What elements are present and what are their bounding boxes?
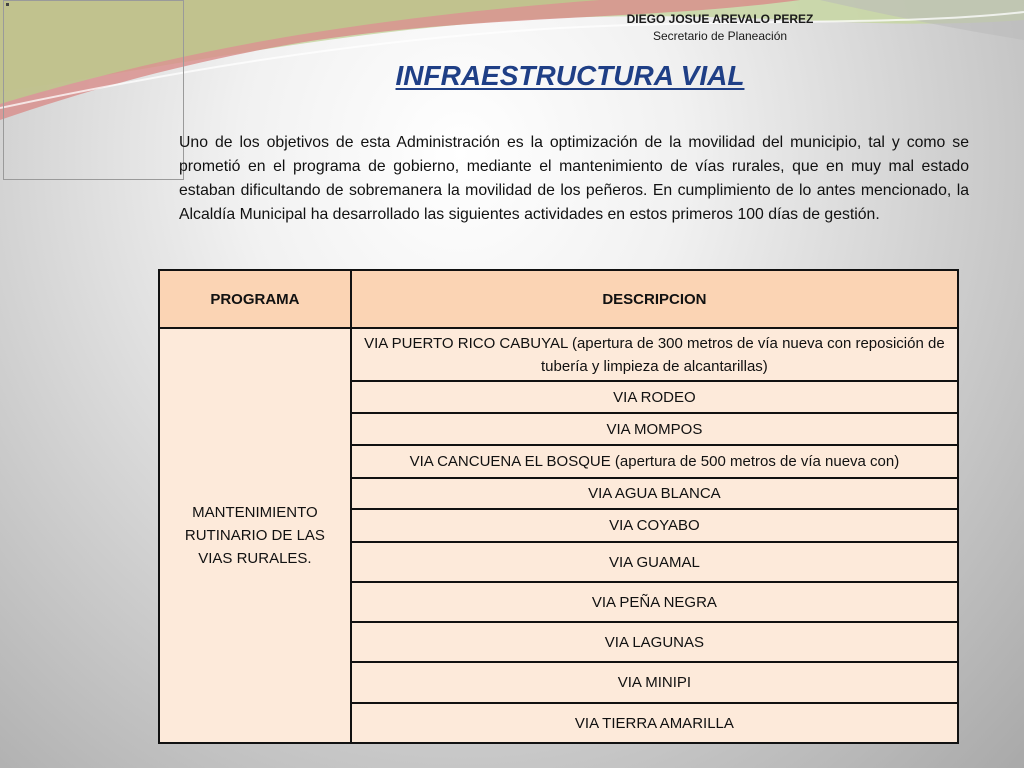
description-cell: VIA COYABO bbox=[351, 509, 958, 542]
description-cell: VIA TIERRA AMARILLA bbox=[351, 703, 958, 743]
table-row bbox=[159, 328, 958, 381]
page-title bbox=[300, 56, 840, 96]
placeholder-dot bbox=[6, 3, 9, 6]
header-descripcion: DESCRIPCION bbox=[351, 270, 958, 328]
author-role: Secretario de Planeación bbox=[652, 29, 788, 43]
description-cell: VIA RODEO bbox=[351, 381, 958, 413]
author-name: DIEGO JOSUE AREVALO PEREZ bbox=[626, 12, 814, 26]
image-placeholder-frame bbox=[3, 0, 184, 180]
roads-table-container bbox=[158, 269, 959, 744]
author-block bbox=[600, 11, 840, 45]
intro-paragraph: Uno de los objetivos de esta Administración es la optimización de la movilidad del municipio, tal y como se prometió en el programa de gobierno, mediante el mantenimiento de vías rurales, que en muy mal estado estaban dificultando de sobremanera la movilidad de los peñeros. En cumplimiento de lo antes mencionado, la Alcaldía Municipal ha desarrollado las siguientes actividades en estos primeros 100 días de gestión. bbox=[179, 134, 969, 223]
description-cell: VIA MOMPOS bbox=[351, 413, 958, 445]
description-cell: VIA AGUA BLANCA bbox=[351, 478, 958, 509]
roads-table bbox=[158, 269, 959, 744]
table-header-row bbox=[159, 270, 958, 328]
page-title-text: INFRAESTRUCTURA VIAL bbox=[395, 60, 745, 91]
description-cell: VIA PUERTO RICO CABUYAL (apertura de 300 metros de vía nueva con reposición de tubería y limpieza de alcantarillas) bbox=[351, 328, 958, 381]
description-cell: VIA MINIPI bbox=[351, 662, 958, 703]
program-cell: MANTENIMIENTO RUTINARIO DE LAS VIAS RURALES. bbox=[159, 328, 351, 743]
description-cell: VIA CANCUENA EL BOSQUE (apertura de 500 metros de vía nueva con) bbox=[351, 445, 958, 478]
header-programa: PROGRAMA bbox=[159, 270, 351, 328]
description-cell: VIA PEÑA NEGRA bbox=[351, 582, 958, 622]
description-cell: VIA GUAMAL bbox=[351, 542, 958, 582]
description-cell: VIA LAGUNAS bbox=[351, 622, 958, 662]
